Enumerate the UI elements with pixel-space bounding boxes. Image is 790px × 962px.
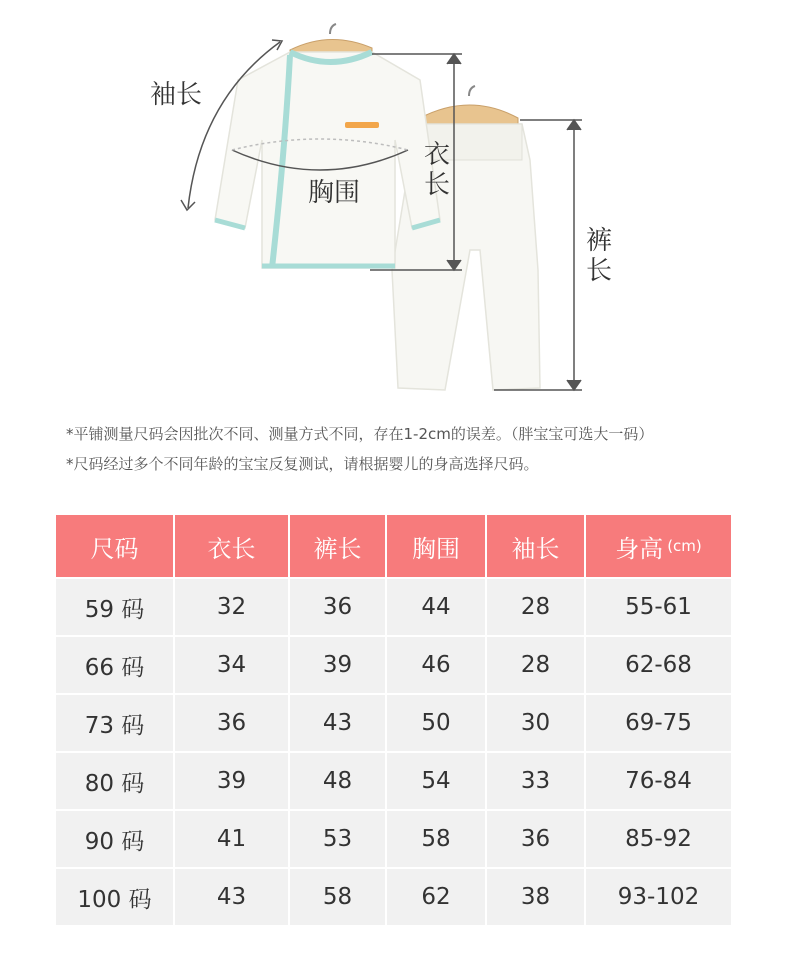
cell-chest: 44 [387, 577, 487, 635]
table-row [56, 809, 731, 867]
cell-chest: 54 [387, 751, 487, 809]
cell-pants-length: 53 [290, 809, 387, 867]
cell-top-length: 36 [175, 693, 290, 751]
garment-illustration [0, 0, 790, 400]
cell-sleeve: 33 [487, 751, 586, 809]
header-height-unit: (cm) [667, 537, 702, 555]
cell-height: 85-92 [586, 809, 731, 867]
header-size: 尺码 [56, 515, 175, 577]
header-pants-length: 裤长 [290, 515, 387, 577]
note-measurement-error: *平铺测量尺码会因批次不同、测量方式不同，存在1-2cm的误差。（胖宝宝可选大一码） [66, 425, 654, 443]
cell-pants-length: 43 [290, 693, 387, 751]
cell-height: 76-84 [586, 751, 731, 809]
cell-chest: 62 [387, 867, 487, 925]
cell-top-length: 41 [175, 809, 290, 867]
cell-pants-length: 48 [290, 751, 387, 809]
top-hanger [290, 24, 372, 56]
cell-sleeve: 28 [487, 577, 586, 635]
sleeve-label: 袖长 [150, 80, 203, 110]
cell-pants-length: 58 [290, 867, 387, 925]
cell-chest: 50 [387, 693, 487, 751]
header-top-length: 衣长 [175, 515, 290, 577]
table-header-row [56, 515, 731, 577]
table-row [56, 693, 731, 751]
cell-sleeve: 30 [487, 693, 586, 751]
cell-height: 93-102 [586, 867, 731, 925]
cell-size: 59 码 [56, 577, 175, 635]
cell-chest: 46 [387, 635, 487, 693]
cell-size: 66 码 [56, 635, 175, 693]
cell-sleeve: 38 [487, 867, 586, 925]
pants-length-label: 裤长 [585, 226, 612, 286]
pants-hanger [420, 86, 518, 124]
cell-top-length: 39 [175, 751, 290, 809]
table-row [56, 577, 731, 635]
note-size-advice: *尺码经过多个不同年龄的宝宝反复测试，请根据婴儿的身高选择尺码。 [66, 455, 539, 473]
cell-height: 69-75 [586, 693, 731, 751]
cell-pants-length: 36 [290, 577, 387, 635]
cell-height: 62-68 [586, 635, 731, 693]
size-chart-table [56, 515, 731, 925]
cell-size: 90 码 [56, 809, 175, 867]
cell-top-length: 34 [175, 635, 290, 693]
table-row [56, 867, 731, 925]
header-sleeve: 袖长 [487, 515, 586, 577]
header-height [586, 515, 731, 577]
cell-sleeve: 28 [487, 635, 586, 693]
cell-size: 80 码 [56, 751, 175, 809]
size-diagram [0, 0, 790, 400]
cell-height: 55-61 [586, 577, 731, 635]
chest-label: 胸围 [308, 178, 361, 208]
cell-size: 100 码 [56, 867, 175, 925]
table-row [56, 751, 731, 809]
cell-chest: 58 [387, 809, 487, 867]
cell-top-length: 32 [175, 577, 290, 635]
cell-sleeve: 36 [487, 809, 586, 867]
table-row [56, 635, 731, 693]
header-chest: 胸围 [387, 515, 487, 577]
cell-top-length: 43 [175, 867, 290, 925]
header-height-label: 身高 [615, 534, 664, 563]
top-length-label: 衣长 [423, 140, 450, 200]
cell-size: 73 码 [56, 693, 175, 751]
cell-pants-length: 39 [290, 635, 387, 693]
